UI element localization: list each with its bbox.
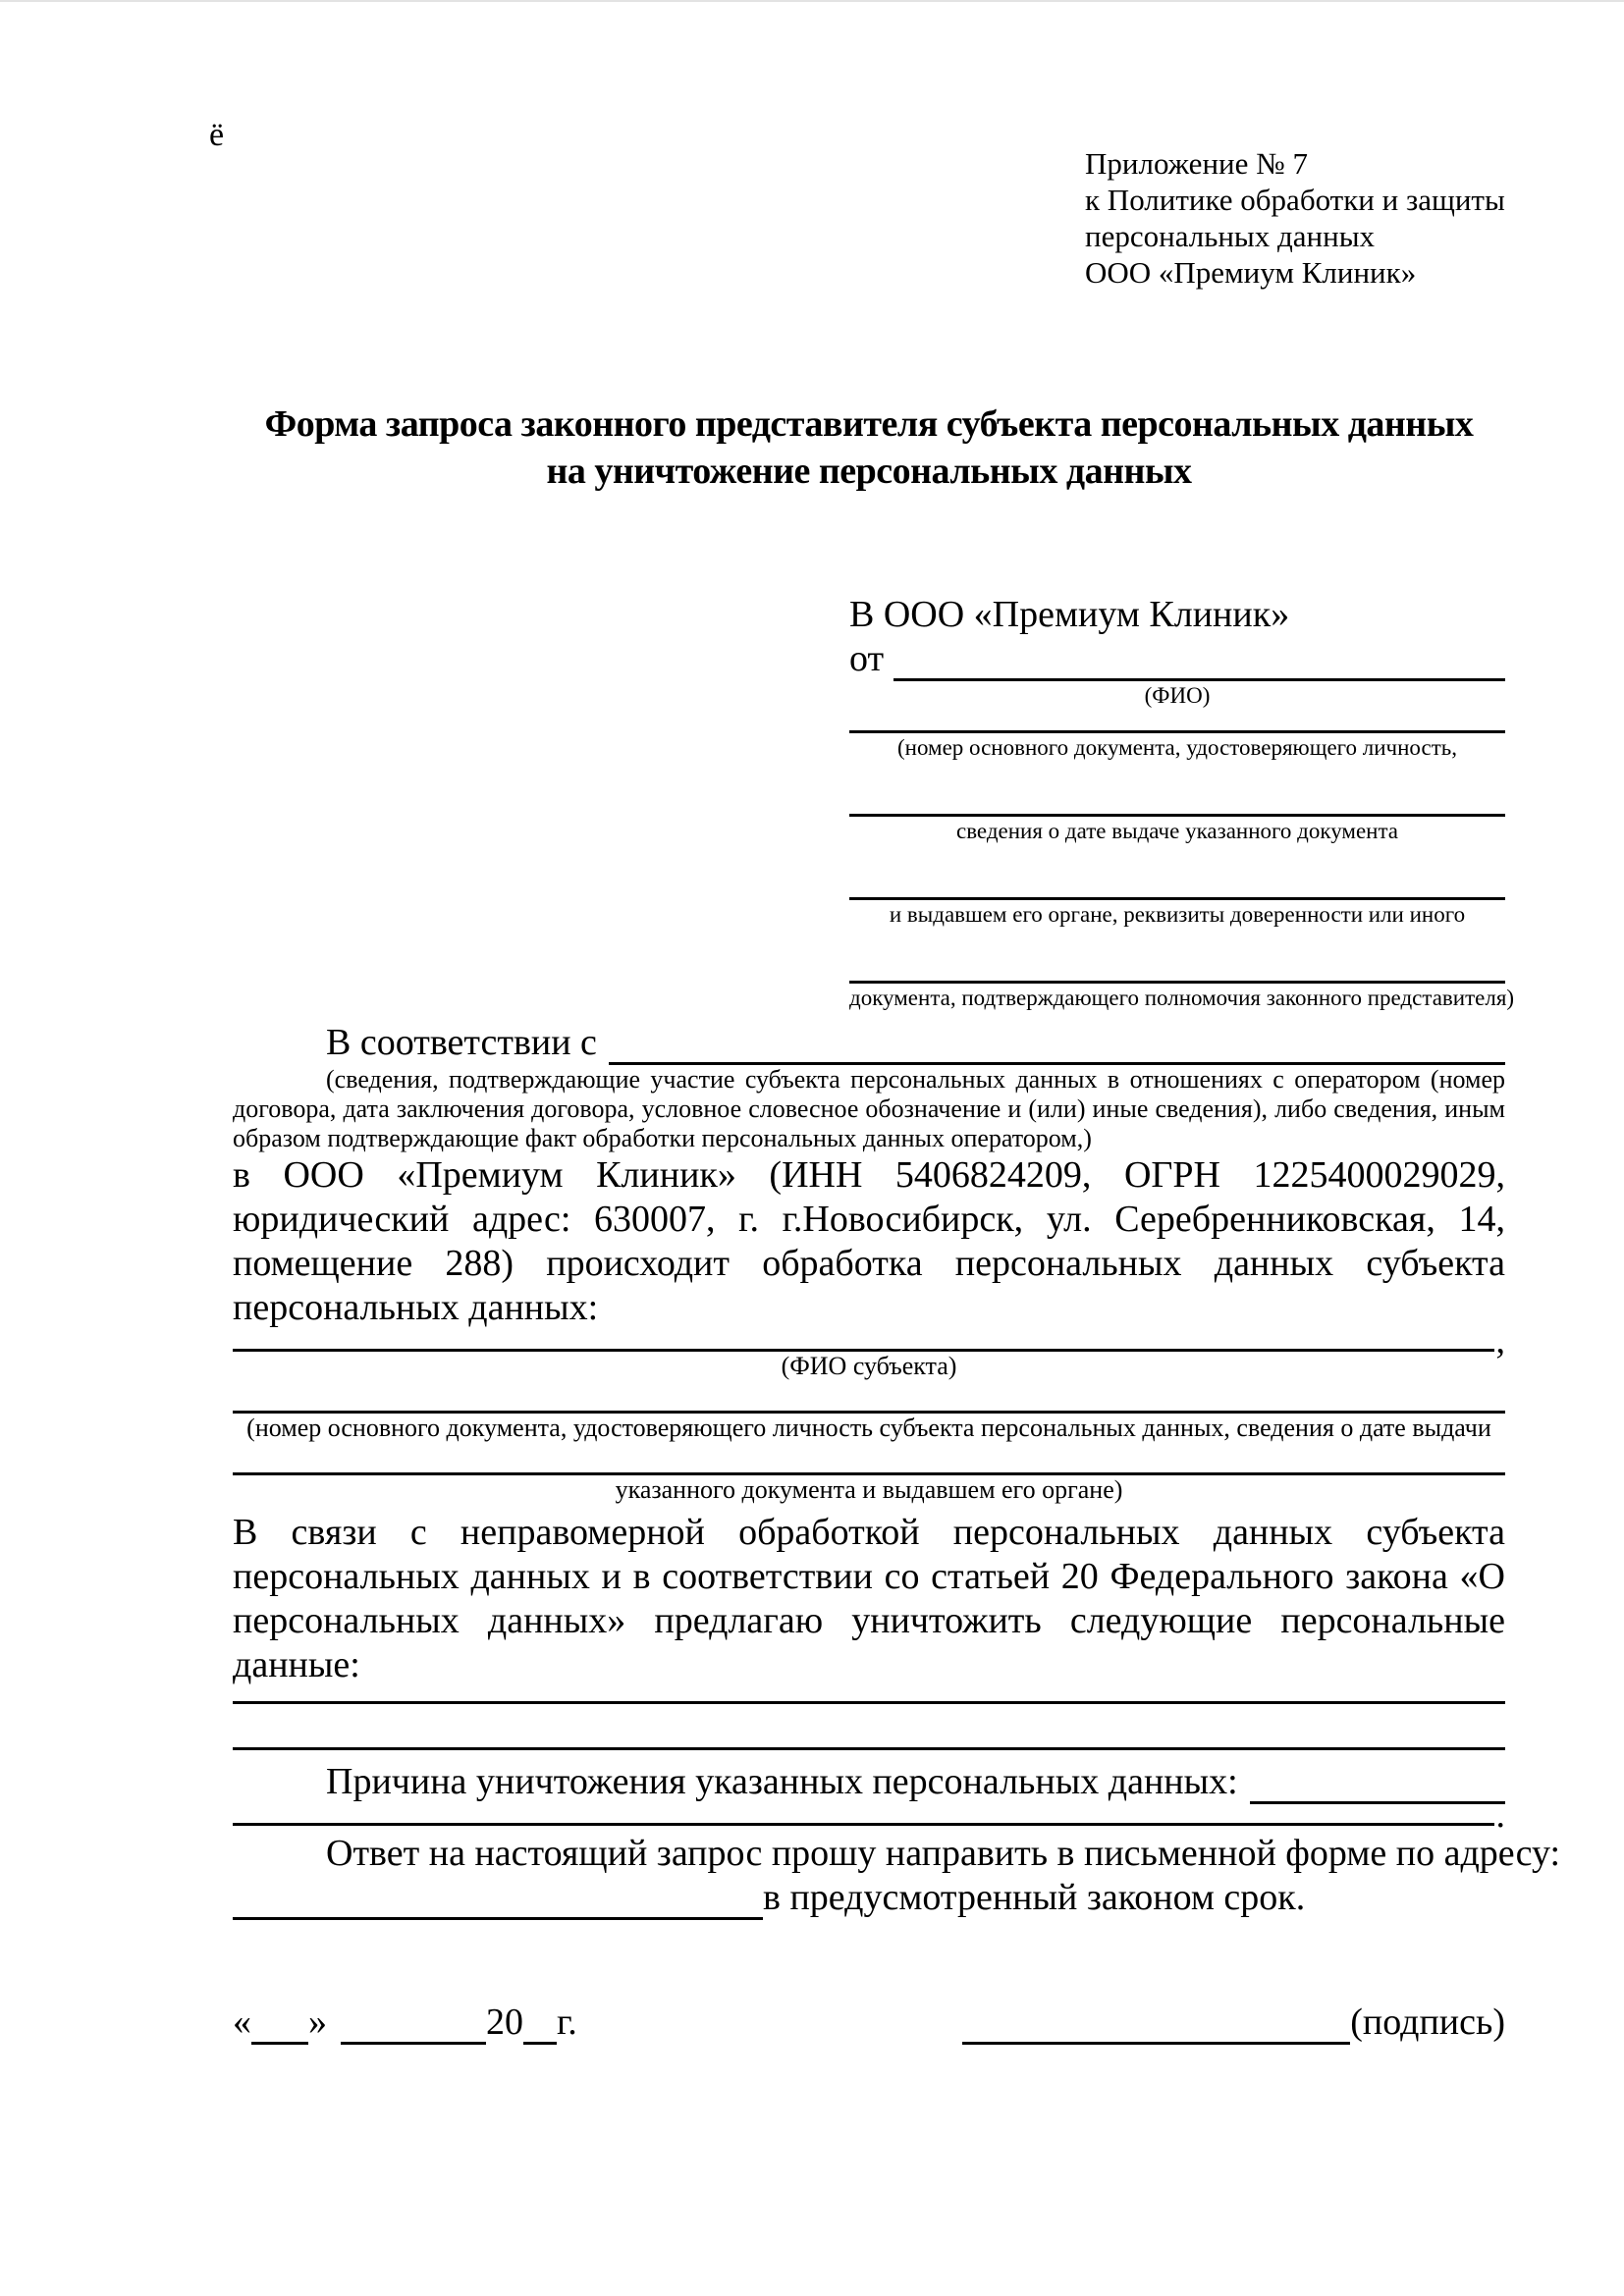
document-title-line-1: Форма запроса законного представителя субъекта персональных данных — [264, 403, 1474, 445]
field-caption: (номер основного документа, удостоверяющего личность, — [896, 735, 1457, 760]
appendix-line-4: ООО «Премиум Клиник» — [1085, 255, 1417, 290]
day-blank-line — [251, 2034, 308, 2045]
scan-edge — [0, 0, 1624, 2]
subject-fio-blank-line — [233, 1341, 1494, 1352]
unlawful-processing-paragraph: В связи с неправомерной обработкой персональных данных субъекта персональных данных и в соответствии со статьей 20 Федерального закона «О персональных данных» предлагаю уничтожить следующие персональные данные: — [233, 1512, 1505, 1685]
address-blank-line — [233, 1878, 763, 1920]
representative-doc-field — [849, 930, 1515, 1013]
accordance-blank-line — [609, 1023, 1505, 1065]
subject-doc-blank-line — [233, 1381, 1505, 1414]
reason-blank-line-2 — [233, 1815, 1494, 1826]
subject-doc-blank-line-2 — [233, 1443, 1505, 1475]
trailing-period: . — [1495, 1794, 1505, 1836]
representative-doc-field — [849, 711, 1505, 763]
year-blank-line — [523, 2034, 557, 2045]
year-prefix: 20 — [486, 2002, 523, 2043]
blank-line — [849, 711, 1505, 733]
reason-continuation-row — [233, 1794, 1505, 1836]
blank-line — [849, 930, 1505, 984]
operator-paragraph: в ООО «Премиум Клиник» (ИНН 5406824209, ОГРН 1225400029029, юридический адрес: 630007, г. г.Новосибирск, ул. Серебренниковская, 14, помещение 288) происходит обработка персональных данных субъекта персональных данных: — [233, 1154, 1505, 1328]
from-row — [849, 637, 1505, 681]
date-group — [233, 2001, 577, 2045]
fio-caption: (ФИО) — [1144, 683, 1211, 708]
date-signature-row — [233, 2001, 1505, 2045]
appendix-reference-block — [1085, 145, 1505, 291]
appendix-line-2: к Политике обработки и защиты — [1085, 183, 1505, 217]
document-title-line-2: на уничтожение персональных данных — [546, 451, 1192, 492]
answer-address-row — [233, 1876, 1505, 1920]
addressee-organization: В ООО «Премиум Клиник» — [849, 594, 1290, 635]
document-title — [233, 400, 1505, 495]
signature-caption: (подпись) — [1350, 2002, 1505, 2043]
subject-doc-caption-2: указанного документа и выдавшем его органе) — [615, 1475, 1123, 1504]
representative-doc-field — [849, 763, 1505, 846]
accordance-label: В соответствии с — [326, 1022, 597, 1063]
year-suffix: г. — [557, 2002, 577, 2043]
reason-row — [233, 1760, 1505, 1804]
month-blank-line — [341, 2034, 486, 2045]
answer-request-sentence: Ответ на настоящий запрос прошу направить в письменной форме по адресу: — [326, 1833, 1561, 1874]
blank-line — [849, 763, 1505, 817]
appendix-line-3: персональных данных — [1085, 219, 1376, 253]
reason-label: Причина уничтожения указанных персональных данных: — [326, 1761, 1238, 1802]
fio-blank-line — [893, 639, 1505, 681]
stray-character: ё — [209, 117, 225, 153]
subject-doc-caption-1: (номер основного документа, удостоверяющего личность субъекта персональных данных, сведения о дате выдачи — [246, 1414, 1491, 1442]
accordance-caption: (сведения, подтверждающие участие субъекта персональных данных в отношениях с оператором (номер договора, дата заключения договора, условное словесное обозначение и (или) иные сведения), либо сведения, иным образом подтверждающие факт обработки персональных данных оператором,) — [233, 1065, 1505, 1152]
appendix-line-1: Приложение № 7 — [1085, 146, 1308, 181]
reason-blank-line — [1250, 1762, 1505, 1804]
data-to-destroy-blank-line-1 — [233, 1687, 1505, 1704]
open-quote: « — [233, 2002, 251, 2043]
close-quote: » — [308, 2002, 327, 2043]
blank-line — [849, 846, 1505, 900]
subject-fio-caption: (ФИО субъекта) — [781, 1352, 957, 1380]
signature-group — [962, 2001, 1505, 2045]
data-to-destroy-blank-line-2 — [233, 1704, 1505, 1750]
trailing-comma: , — [1495, 1320, 1505, 1362]
from-label: от — [849, 638, 885, 679]
accordance-row — [233, 1021, 1505, 1065]
field-caption: сведения о дате выдаче указанного документа — [955, 819, 1399, 843]
addressee-block — [849, 593, 1515, 1013]
field-caption: документа, подтверждающего полномочия законного представителя) — [849, 986, 1515, 1010]
field-caption: и выдавшем его органе, реквизиты доверенности или иного — [889, 902, 1466, 927]
subject-fio-row — [233, 1320, 1505, 1362]
answer-tail-text: в предусмотренный законом срок. — [763, 1877, 1306, 1918]
representative-doc-field — [849, 846, 1505, 930]
signature-blank-line — [962, 2034, 1350, 2045]
